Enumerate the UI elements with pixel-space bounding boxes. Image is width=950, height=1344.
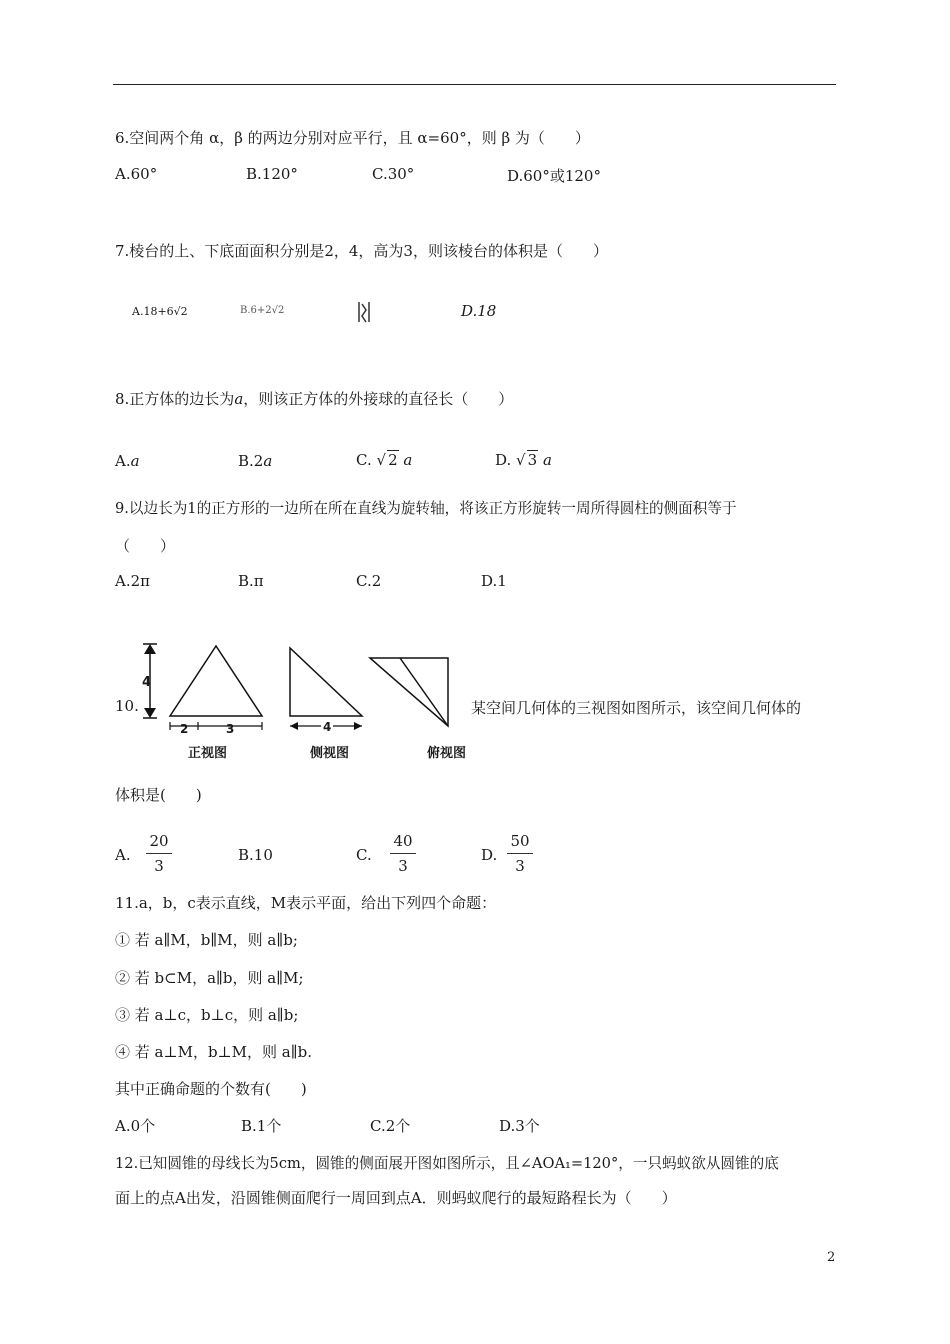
q10-option-b: B.10: [238, 846, 273, 864]
fraction-bar: [507, 853, 533, 854]
q10-option-a-label: A.: [115, 846, 131, 864]
q7-option-c-glyph: [357, 300, 371, 328]
q12-line2: 面上的点A出发，沿圆锥侧面爬行一周回到点A．则蚂蚁爬行的最短路程长为（ ）: [115, 1189, 677, 1207]
q10-fig-width1-label: 2: [180, 722, 189, 736]
q8-option-d-var: a: [542, 451, 552, 469]
q10-option-d-den: 3: [515, 857, 525, 875]
q11-option-c: C.2个: [370, 1117, 411, 1135]
broken-formula-icon: [357, 300, 371, 324]
q8-stem-var: a: [234, 390, 244, 408]
q7-option-d: D.18: [461, 302, 497, 320]
q9-stem-line2: （ ）: [115, 537, 176, 555]
q10-option-c-frac: [390, 832, 416, 875]
q11-stem: 11.a，b，c表示直线，M表示平面，给出下列四个命题：: [115, 894, 497, 912]
q10-option-c-den: 3: [398, 857, 408, 875]
q10-side-view-caption: 侧视图: [310, 746, 350, 761]
three-view-figure: [138, 640, 478, 730]
q10-top-view-caption: 俯视图: [427, 746, 467, 761]
q12-line1: 12.已知圆锥的母线长为5cm，圆锥的侧面展开图如图所示，且∠AOA₁=120°，一只蚂蚁欲从圆锥的底: [115, 1155, 779, 1172]
q8-option-b-var: a: [263, 452, 273, 470]
q6-option-b: B.120°: [246, 165, 298, 183]
q8-option-c-var: a: [403, 451, 413, 469]
q10-option-d-label: D.: [481, 846, 498, 864]
q11-proposition-4: ④ 若 a⊥M，b⊥M，则 a∥b.: [115, 1043, 313, 1061]
fraction-bar: [390, 853, 416, 854]
q11-proposition-1: ① 若 a∥M，b∥M，则 a∥b;: [115, 931, 298, 949]
sqrt-icon: √: [376, 451, 387, 469]
q10-option-a-den: 3: [154, 857, 164, 875]
q10-fig-side-label: 4: [323, 720, 332, 734]
q10-stem-cont: 体积是( ): [115, 786, 202, 804]
q7-option-a: A.18+6√2: [132, 305, 188, 318]
sqrt-icon: √: [516, 451, 526, 469]
q8-option-d: [495, 450, 552, 469]
q10-option-d-num: 50: [510, 832, 530, 850]
q11-option-b: B.1个: [241, 1117, 282, 1135]
q8-option-c: [356, 450, 412, 469]
q6-option-c: C.30°: [372, 165, 415, 183]
q10-option-c-num: 40: [393, 832, 413, 850]
q10-number: 10.: [115, 697, 139, 715]
q8-option-d-radicand: 3: [527, 451, 538, 469]
q11-proposition-3: ③ 若 a⊥c，b⊥c，则 a∥b;: [115, 1006, 299, 1024]
q6-stem: 6.空间两个角 α，β 的两边分别对应平行，且 α=60°，则 β 为（ ）: [115, 129, 590, 147]
q10-option-c-label: C.: [356, 846, 372, 864]
q10-option-d-frac: [507, 832, 533, 875]
q11-option-a: A.0个: [115, 1117, 156, 1135]
q7-stem: 7.棱台的上、下底面面积分别是2，4，高为3，则该棱台的体积是（ ）: [115, 242, 608, 260]
q9-option-a: A.2π: [115, 572, 151, 590]
q8-option-a: [115, 452, 140, 470]
q8-option-a-var: a: [130, 452, 140, 470]
q9-option-c: C.2: [356, 572, 382, 590]
q9-option-b: B.π: [238, 572, 264, 590]
q8-option-c-radicand: 2: [388, 451, 398, 469]
q10-front-view-caption: 正视图: [188, 746, 228, 761]
q8-option-a-label: A.: [115, 452, 131, 470]
q10-fig-height-label: 4: [142, 675, 152, 690]
q8-option-d-label: D.: [495, 451, 512, 469]
q9-option-d: D.1: [481, 572, 507, 590]
q10-option-a-num: 20: [149, 832, 169, 850]
q8-stem-post: ，则该正方体的外接球的直径长（ ）: [243, 390, 514, 408]
q11-question: 其中正确命题的个数有( ): [115, 1080, 307, 1098]
q8-option-c-label: C.: [356, 451, 372, 469]
q10-fig-width2-label: 3: [226, 722, 235, 736]
q9-stem-line1: 9.以边长为1的正方形的一边所在所在直线为旋转轴，将该正方形旋转一周所得圆柱的侧面积等于: [115, 500, 737, 517]
q8-option-b: [238, 452, 272, 470]
q8-option-b-label: B.2: [238, 452, 264, 470]
header-rule: [113, 84, 836, 85]
q11-proposition-2: ② 若 b⊂M，a∥b，则 a∥M;: [115, 969, 304, 987]
q8-stem-pre: 8.正方体的边长为: [115, 390, 235, 408]
q7-option-b: B.6+2√2: [240, 305, 285, 316]
q6-option-d: D.60°或120°: [507, 167, 601, 185]
q6-option-a: A.60°: [115, 165, 158, 183]
fraction-bar: [146, 853, 172, 854]
q8-stem: [115, 388, 513, 409]
page-number: 2: [827, 1250, 836, 1265]
q10-stem-right: 某空间几何体的三视图如图所示，该空间几何体的: [471, 699, 802, 717]
q11-option-d: D.3个: [499, 1117, 540, 1135]
q10-option-a-frac: [146, 832, 172, 875]
